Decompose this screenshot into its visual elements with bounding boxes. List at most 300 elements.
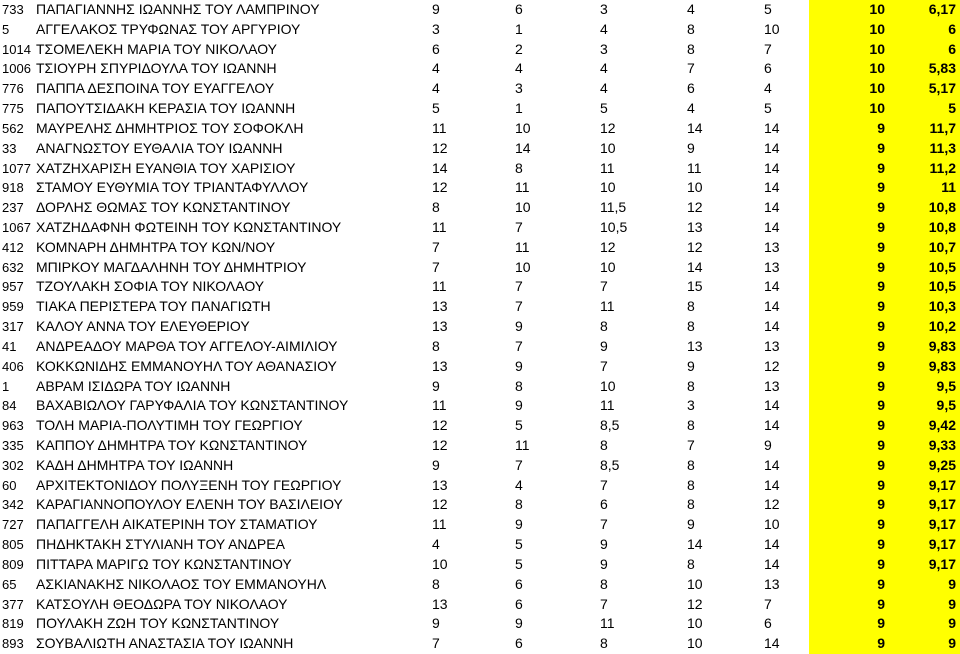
grade-1-cell: 13 bbox=[432, 357, 448, 374]
average-cell: 9,25 bbox=[889, 456, 960, 476]
row-id-cell: 733 bbox=[2, 2, 24, 17]
table-row bbox=[0, 515, 960, 535]
average-cell: 10,7 bbox=[889, 238, 960, 258]
average-cell: 11,7 bbox=[889, 119, 960, 139]
grade-3-cell: 7 bbox=[600, 516, 608, 533]
grade-4-cell: 10 bbox=[687, 615, 703, 632]
name-cell: ΠΑΠΑΓΓΕΛΗ ΑΙΚΑΤΕΡΙΝΗ ΤΟΥ ΣΤΑΜΑΤΙΟΥ bbox=[36, 516, 318, 533]
grade-4-cell: 8 bbox=[687, 456, 695, 473]
grade-3-cell: 7 bbox=[600, 595, 608, 612]
rank-cell: 9 bbox=[809, 377, 889, 397]
row-id-cell: 918 bbox=[2, 180, 24, 196]
grade-3-cell: 3 bbox=[600, 40, 608, 57]
rank-cell: 9 bbox=[809, 238, 889, 258]
table-row bbox=[0, 40, 960, 60]
row-id-cell: 406 bbox=[2, 358, 24, 374]
row-id-cell: 335 bbox=[2, 438, 24, 453]
grade-3-cell: 8 bbox=[600, 318, 608, 335]
grade-2-cell: 7 bbox=[515, 456, 523, 473]
grade-1-cell: 13 bbox=[432, 318, 448, 335]
name-cell: ΑΣΚΙΑΝΑΚΗΣ ΝΙΚΟΛΑΟΣ ΤΟΥ ΕΜΜΑΝΟΥΗΛ bbox=[36, 575, 327, 592]
grade-1-cell: 9 bbox=[432, 1, 440, 17]
row-id-cell: 377 bbox=[2, 596, 24, 612]
grade-4-cell: 8 bbox=[687, 318, 695, 335]
average-cell: 5,17 bbox=[889, 79, 960, 99]
grade-4-cell: 13 bbox=[687, 219, 703, 235]
grade-4-cell: 10 bbox=[687, 635, 703, 652]
grade-3-cell: 11 bbox=[600, 298, 615, 315]
average-cell: 11,2 bbox=[889, 159, 960, 179]
table-row bbox=[0, 555, 960, 575]
grade-2-cell: 10 bbox=[515, 258, 531, 275]
grade-1-cell: 6 bbox=[432, 40, 440, 57]
grade-2-cell: 9 bbox=[515, 318, 523, 335]
grade-2-cell: 5 bbox=[515, 417, 523, 434]
grade-1-cell: 12 bbox=[432, 179, 448, 196]
table-row bbox=[0, 495, 960, 515]
name-cell: ΚΑΡΑΓΙΑΝΝΟΠΟΥΛΟΥ ΕΛΕΝΗ ΤΟΥ ΒΑΣΙΛΕΙΟΥ bbox=[36, 496, 343, 513]
row-id-cell: 632 bbox=[2, 259, 24, 275]
average-cell: 9,17 bbox=[889, 535, 960, 555]
average-cell: 9 bbox=[889, 634, 960, 654]
grade-2-cell: 8 bbox=[515, 496, 523, 513]
rank-cell: 9 bbox=[809, 357, 889, 377]
grade-3-cell: 4 bbox=[600, 60, 608, 77]
grade-2-cell: 6 bbox=[515, 575, 523, 592]
grade-5-cell: 14 bbox=[764, 179, 780, 196]
grade-2-cell: 7 bbox=[515, 219, 523, 235]
grade-2-cell: 9 bbox=[515, 516, 523, 533]
average-cell: 9,5 bbox=[889, 377, 960, 397]
grade-5-cell: 14 bbox=[764, 278, 780, 295]
name-cell: ΑΓΓΕΛΑΚΟΣ ΤΡΥΦΩΝΑΣ ΤΟΥ ΑΡΓΥΡΙΟΥ bbox=[36, 20, 301, 37]
table-row bbox=[0, 198, 960, 218]
grade-4-cell: 8 bbox=[687, 298, 695, 315]
rank-cell: 9 bbox=[809, 416, 889, 436]
table-row bbox=[0, 139, 960, 159]
name-cell: ΚΑΤΣΟΥΛΗ ΘΕΟΔΩΡΑ ΤΟΥ ΝΙΚΟΛΑΟΥ bbox=[36, 595, 288, 612]
average-cell: 6 bbox=[889, 20, 960, 40]
row-id-cell: 41 bbox=[2, 338, 17, 354]
grade-5-cell: 14 bbox=[764, 555, 780, 572]
rank-cell: 9 bbox=[809, 436, 889, 456]
rank-cell: 9 bbox=[809, 595, 889, 615]
grade-2-cell: 9 bbox=[515, 397, 523, 414]
grade-5-cell: 14 bbox=[764, 159, 780, 176]
row-id-cell: 412 bbox=[2, 239, 24, 255]
row-id-cell: 1067 bbox=[2, 220, 31, 235]
grade-5-cell: 14 bbox=[764, 219, 780, 235]
grade-4-cell: 15 bbox=[687, 278, 703, 295]
grade-1-cell: 11 bbox=[432, 119, 447, 136]
grade-2-cell: 5 bbox=[515, 555, 523, 572]
rank-cell: 9 bbox=[809, 258, 889, 278]
table-row bbox=[0, 456, 960, 476]
row-id-cell: 342 bbox=[2, 497, 24, 513]
grade-3-cell: 8,5 bbox=[600, 456, 620, 473]
row-id-cell: 562 bbox=[2, 120, 24, 136]
grade-2-cell: 2 bbox=[515, 40, 523, 57]
grade-5-cell: 14 bbox=[764, 318, 780, 335]
name-cell: ΧΑΤΖΗΧΑΡΙΣΗ ΕΥΑΝΘΙΑ ΤΟΥ ΧΑΡΙΣΙΟΥ bbox=[36, 159, 296, 176]
grade-3-cell: 9 bbox=[600, 337, 608, 354]
grade-3-cell: 12 bbox=[600, 119, 616, 136]
table-row bbox=[0, 317, 960, 337]
grade-4-cell: 12 bbox=[687, 199, 703, 216]
average-cell: 5,83 bbox=[889, 59, 960, 79]
rank-cell: 9 bbox=[809, 575, 889, 595]
name-cell: ΤΣΙΟΥΡΗ ΣΠΥΡΙΔΟΥΛΑ ΤΟΥ ΙΩΑΝΝΗ bbox=[36, 60, 277, 77]
row-id-cell: 893 bbox=[2, 636, 24, 652]
grade-1-cell: 7 bbox=[432, 238, 440, 255]
grade-3-cell: 7 bbox=[600, 278, 608, 295]
average-cell: 9,33 bbox=[889, 436, 960, 456]
table-row bbox=[0, 238, 960, 258]
name-cell: ΣΤΑΜΟΥ ΕΥΘΥΜΙΑ ΤΟΥ ΤΡΙΑΝΤΑΦΥΛΛΟΥ bbox=[36, 179, 309, 196]
grade-2-cell: 8 bbox=[515, 377, 523, 394]
rank-cell: 9 bbox=[809, 297, 889, 317]
average-cell: 9,83 bbox=[889, 357, 960, 377]
name-cell: ΠΙΤΤΑΡΑ ΜΑΡΙΓΩ ΤΟΥ ΚΩΝΣΤΑΝΤΙΝΟΥ bbox=[36, 555, 292, 572]
rank-cell: 9 bbox=[809, 119, 889, 139]
name-cell: ΑΡΧΙΤΕΚΤΟΝΙΔΟΥ ΠΟΛΥΞΕΝΗ ΤΟΥ ΓΕΩΡΓΙΟΥ bbox=[36, 476, 342, 493]
average-cell: 10,3 bbox=[889, 297, 960, 317]
rank-cell: 10 bbox=[809, 40, 889, 60]
row-id-cell: 65 bbox=[2, 576, 17, 592]
rank-cell: 9 bbox=[809, 476, 889, 496]
grade-3-cell: 6 bbox=[600, 496, 608, 513]
table-row bbox=[0, 20, 960, 40]
average-cell: 9,17 bbox=[889, 515, 960, 535]
grade-3-cell: 7 bbox=[600, 357, 608, 374]
row-id-cell: 957 bbox=[2, 279, 24, 295]
average-cell: 9,17 bbox=[889, 495, 960, 515]
row-id-cell: 727 bbox=[2, 517, 24, 533]
table-row bbox=[0, 159, 960, 179]
grade-3-cell: 8 bbox=[600, 635, 608, 652]
name-cell: ΑΒΡΑΜ ΙΣΙΔΩΡΑ ΤΟΥ ΙΩΑΝΝΗ bbox=[36, 377, 231, 394]
grade-1-cell: 12 bbox=[432, 139, 448, 156]
grade-1-cell: 14 bbox=[432, 159, 448, 176]
row-id-cell: 84 bbox=[2, 398, 17, 414]
average-cell: 10,8 bbox=[889, 198, 960, 218]
grade-1-cell: 9 bbox=[432, 377, 440, 394]
grade-5-cell: 6 bbox=[764, 615, 772, 632]
rank-cell: 9 bbox=[809, 535, 889, 555]
name-cell: ΤΖΟΥΛΑΚΗ ΣΟΦΙΑ ΤΟΥ ΝΙΚΟΛΑΟΥ bbox=[36, 278, 265, 295]
rank-cell: 9 bbox=[809, 456, 889, 476]
grade-4-cell: 9 bbox=[687, 139, 695, 156]
rank-cell: 9 bbox=[809, 495, 889, 515]
grade-1-cell: 4 bbox=[432, 60, 440, 77]
name-cell: ΑΝΔΡΕΑΔΟΥ ΜΑΡΘΑ ΤΟΥ ΑΓΓΕΛΟΥ-ΑΙΜΙΛΙΟΥ bbox=[36, 337, 338, 354]
rank-cell: 10 bbox=[809, 99, 889, 119]
row-id-cell: 963 bbox=[2, 418, 24, 434]
name-cell: ΧΑΤΖΗΔΑΦΝΗ ΦΩΤΕΙΝΗ ΤΟΥ ΚΩΝΣΤΑΝΤΙΝΟΥ bbox=[36, 219, 342, 235]
grade-5-cell: 14 bbox=[764, 635, 780, 652]
grade-3-cell: 11 bbox=[600, 397, 615, 414]
table-row bbox=[0, 99, 960, 119]
grade-2-cell: 1 bbox=[515, 100, 523, 117]
grade-5-cell: 13 bbox=[764, 238, 780, 255]
grade-1-cell: 4 bbox=[432, 80, 440, 97]
grade-4-cell: 8 bbox=[687, 555, 695, 572]
grade-5-cell: 14 bbox=[764, 456, 780, 473]
table-row bbox=[0, 436, 960, 456]
table-row bbox=[0, 634, 960, 654]
grade-2-cell: 6 bbox=[515, 1, 523, 17]
grade-3-cell: 8 bbox=[600, 575, 608, 592]
row-id-cell: 959 bbox=[2, 299, 24, 315]
table-row bbox=[0, 377, 960, 397]
grade-2-cell: 4 bbox=[515, 60, 523, 77]
grade-5-cell: 13 bbox=[764, 258, 780, 275]
average-cell: 6 bbox=[889, 40, 960, 60]
name-cell: ΑΝΑΓΝΩΣΤΟΥ ΕΥΘΑΛΙΑ ΤΟΥ ΙΩΑΝΝΗ bbox=[36, 139, 283, 156]
table-row bbox=[0, 595, 960, 615]
row-id-cell: 775 bbox=[2, 101, 24, 117]
grade-2-cell: 6 bbox=[515, 635, 523, 652]
grade-4-cell: 12 bbox=[687, 238, 703, 255]
table-row bbox=[0, 297, 960, 317]
grade-5-cell: 4 bbox=[764, 80, 772, 97]
grade-3-cell: 9 bbox=[600, 555, 608, 572]
rank-cell: 9 bbox=[809, 614, 889, 634]
grade-1-cell: 12 bbox=[432, 496, 448, 513]
average-cell: 9,83 bbox=[889, 337, 960, 357]
grade-5-cell: 10 bbox=[764, 20, 780, 37]
grade-1-cell: 13 bbox=[432, 476, 448, 493]
grade-5-cell: 5 bbox=[764, 1, 772, 17]
grade-2-cell: 6 bbox=[515, 595, 523, 612]
grade-5-cell: 10 bbox=[764, 516, 780, 533]
name-cell: ΣΟΥΒΑΛΙΩΤΗ ΑΝΑΣΤΑΣΙΑ ΤΟΥ ΙΩΑΝΝΗ bbox=[36, 635, 294, 652]
row-id-cell: 805 bbox=[2, 537, 24, 553]
grade-2-cell: 11 bbox=[515, 238, 530, 255]
grade-3-cell: 3 bbox=[600, 1, 608, 17]
name-cell: ΜΠΙΡΚΟΥ ΜΑΓΔΑΛΗΝΗ ΤΟΥ ΔΗΜΗΤΡΙΟΥ bbox=[36, 258, 307, 275]
grade-3-cell: 11,5 bbox=[600, 199, 627, 216]
grade-2-cell: 9 bbox=[515, 357, 523, 374]
table-row bbox=[0, 614, 960, 634]
grade-2-cell: 10 bbox=[515, 199, 531, 216]
grade-3-cell: 10,5 bbox=[600, 219, 628, 235]
grade-2-cell: 14 bbox=[515, 139, 531, 156]
average-cell: 9,5 bbox=[889, 396, 960, 416]
grade-2-cell: 3 bbox=[515, 80, 523, 97]
grade-2-cell: 5 bbox=[515, 536, 523, 553]
grade-2-cell: 10 bbox=[515, 119, 531, 136]
row-id-cell: 809 bbox=[2, 556, 24, 572]
grade-5-cell: 12 bbox=[764, 496, 780, 513]
grade-1-cell: 10 bbox=[432, 555, 448, 572]
rank-cell: 10 bbox=[809, 0, 889, 20]
average-cell: 6,17 bbox=[889, 0, 960, 20]
average-cell: 9 bbox=[889, 614, 960, 634]
name-cell: ΠΗΔΗΚΤΑΚΗ ΣΤΥΛΙΑΝΗ ΤΟΥ ΑΝΔΡΕΑ bbox=[36, 536, 285, 553]
grade-4-cell: 9 bbox=[687, 357, 695, 374]
grade-5-cell: 12 bbox=[764, 357, 780, 374]
average-cell: 9,42 bbox=[889, 416, 960, 436]
grade-4-cell: 8 bbox=[687, 377, 695, 394]
average-cell: 5 bbox=[889, 99, 960, 119]
row-id-cell: 819 bbox=[2, 616, 24, 632]
grade-3-cell: 11 bbox=[600, 159, 615, 176]
name-cell: ΚΑΔΗ ΔΗΜΗΤΡΑ ΤΟΥ ΙΩΑΝΝΗ bbox=[36, 456, 234, 473]
grade-2-cell: 7 bbox=[515, 278, 523, 295]
grade-3-cell: 12 bbox=[600, 238, 616, 255]
rank-cell: 10 bbox=[809, 79, 889, 99]
grade-5-cell: 14 bbox=[764, 397, 780, 414]
rank-cell: 9 bbox=[809, 317, 889, 337]
grade-4-cell: 13 bbox=[687, 337, 703, 354]
grade-1-cell: 12 bbox=[432, 437, 448, 453]
grade-3-cell: 10 bbox=[600, 139, 616, 156]
grade-4-cell: 10 bbox=[687, 179, 703, 196]
row-id-cell: 5 bbox=[2, 21, 10, 37]
grade-3-cell: 8,5 bbox=[600, 417, 620, 434]
grade-4-cell: 14 bbox=[687, 536, 703, 553]
grade-3-cell: 4 bbox=[600, 80, 608, 97]
table-row bbox=[0, 277, 960, 297]
table-row bbox=[0, 0, 960, 20]
grade-2-cell: 4 bbox=[515, 476, 523, 493]
rank-cell: 9 bbox=[809, 198, 889, 218]
grade-1-cell: 12 bbox=[432, 417, 448, 434]
table-row bbox=[0, 59, 960, 79]
name-cell: ΠΑΠΠΑ ΔΕΣΠΟΙΝΑ ΤΟΥ ΕΥΑΓΓΕΛΟΥ bbox=[36, 80, 275, 97]
grade-5-cell: 13 bbox=[764, 575, 780, 592]
name-cell: ΚΑΠΠΟΥ ΔΗΜΗΤΡΑ ΤΟΥ ΚΩΝΣΤΑΝΤΙΝΟΥ bbox=[36, 437, 308, 453]
grade-4-cell: 8 bbox=[687, 496, 695, 513]
grade-5-cell: 7 bbox=[764, 595, 772, 612]
average-cell: 9 bbox=[889, 575, 960, 595]
average-cell: 10,2 bbox=[889, 317, 960, 337]
average-cell: 9 bbox=[889, 595, 960, 615]
grade-3-cell: 11 bbox=[600, 615, 615, 632]
name-cell: ΤΣΟΜΕΛΕΚΗ ΜΑΡΙΑ ΤΟΥ ΝΙΚΟΛΑΟΥ bbox=[36, 40, 277, 57]
rank-cell: 9 bbox=[809, 337, 889, 357]
table-row bbox=[0, 396, 960, 416]
row-id-cell: 302 bbox=[2, 457, 24, 473]
rank-cell: 9 bbox=[809, 515, 889, 535]
name-cell: ΚΟΜΝΑΡΗ ΔΗΜΗΤΡΑ ΤΟΥ ΚΩΝ/ΝΟΥ bbox=[36, 238, 276, 255]
average-cell: 10,8 bbox=[889, 218, 960, 238]
average-cell: 10,5 bbox=[889, 277, 960, 297]
name-cell: ΠΑΠΟΥΤΣΙΔΑΚΗ ΚΕΡΑΣΙΑ ΤΟΥ ΙΩΑΝΝΗ bbox=[36, 100, 296, 117]
row-id-cell: 1 bbox=[2, 378, 10, 394]
grade-2-cell: 9 bbox=[515, 615, 523, 632]
table-row bbox=[0, 357, 960, 377]
row-id-cell: 1006 bbox=[2, 61, 31, 77]
table-row bbox=[0, 476, 960, 496]
table-row bbox=[0, 337, 960, 357]
table-row bbox=[0, 119, 960, 139]
table-row bbox=[0, 218, 960, 238]
grade-1-cell: 11 bbox=[432, 516, 447, 533]
grade-4-cell: 12 bbox=[687, 595, 703, 612]
grade-4-cell: 9 bbox=[687, 516, 695, 533]
grade-5-cell: 14 bbox=[764, 476, 780, 493]
grade-2-cell: 7 bbox=[515, 337, 523, 354]
grade-3-cell: 10 bbox=[600, 258, 616, 275]
grade-4-cell: 8 bbox=[687, 20, 695, 37]
grade-2-cell: 11 bbox=[515, 179, 530, 196]
grade-3-cell: 7 bbox=[600, 476, 608, 493]
grade-1-cell: 9 bbox=[432, 456, 440, 473]
grade-5-cell: 6 bbox=[764, 60, 772, 77]
grade-5-cell: 14 bbox=[764, 139, 780, 156]
table-row bbox=[0, 575, 960, 595]
name-cell: ΒΑΧΑΒΙΩΛΟΥ ΓΑΡΥΦΑΛΙΑ ΤΟΥ ΚΩΝΣΤΑΝΤΙΝΟΥ bbox=[36, 397, 349, 414]
name-cell: ΔΟΡΛΗΣ ΘΩΜΑΣ ΤΟΥ ΚΩΝΣΤΑΝΤΙΝΟΥ bbox=[36, 199, 291, 216]
row-id-cell: 776 bbox=[2, 81, 24, 97]
rank-cell: 9 bbox=[809, 634, 889, 654]
grade-1-cell: 8 bbox=[432, 199, 440, 216]
grade-2-cell: 1 bbox=[515, 20, 523, 37]
grade-4-cell: 8 bbox=[687, 40, 695, 57]
row-id-cell: 237 bbox=[2, 200, 24, 216]
grade-1-cell: 5 bbox=[432, 100, 440, 117]
grade-1-cell: 7 bbox=[432, 258, 440, 275]
grade-4-cell: 11 bbox=[687, 159, 702, 176]
grade-1-cell: 13 bbox=[432, 595, 448, 612]
grade-3-cell: 10 bbox=[600, 377, 616, 394]
name-cell: ΠΑΠΑΓΙΑΝΝΗΣ ΙΩΑΝΝΗΣ ΤΟΥ ΛΑΜΠΡΙΝΟΥ bbox=[36, 1, 320, 17]
table-row bbox=[0, 535, 960, 555]
rank-cell: 9 bbox=[809, 218, 889, 238]
grade-2-cell: 11 bbox=[515, 437, 530, 453]
grade-1-cell: 11 bbox=[432, 397, 447, 414]
average-cell: 11 bbox=[889, 178, 960, 198]
grade-5-cell: 13 bbox=[764, 337, 780, 354]
table-row bbox=[0, 258, 960, 278]
row-id-cell: 1014 bbox=[2, 41, 31, 57]
average-cell: 9,17 bbox=[889, 476, 960, 496]
grade-4-cell: 4 bbox=[687, 100, 695, 117]
grade-5-cell: 7 bbox=[764, 40, 772, 57]
rank-cell: 9 bbox=[809, 159, 889, 179]
row-id-cell: 1077 bbox=[2, 160, 31, 176]
grade-4-cell: 7 bbox=[687, 60, 695, 77]
grade-3-cell: 10 bbox=[600, 179, 616, 196]
grade-1-cell: 7 bbox=[432, 635, 440, 652]
average-cell: 10,5 bbox=[889, 258, 960, 278]
rank-cell: 10 bbox=[809, 20, 889, 40]
grade-5-cell: 13 bbox=[764, 377, 780, 394]
grade-4-cell: 6 bbox=[687, 80, 695, 97]
rank-cell: 9 bbox=[809, 139, 889, 159]
grade-2-cell: 7 bbox=[515, 298, 523, 315]
grade-4-cell: 4 bbox=[687, 1, 695, 17]
grade-3-cell: 9 bbox=[600, 536, 608, 553]
row-id-cell: 33 bbox=[2, 140, 17, 156]
name-cell: ΤΙΑΚΑ ΠΕΡΙΣΤΕΡΑ ΤΟΥ ΠΑΝΑΓΙΩΤΗ bbox=[36, 298, 271, 315]
grade-1-cell: 3 bbox=[432, 20, 440, 37]
grade-1-cell: 4 bbox=[432, 536, 440, 553]
row-id-cell: 60 bbox=[2, 477, 17, 493]
grade-4-cell: 10 bbox=[687, 575, 703, 592]
average-cell: 11,3 bbox=[889, 139, 960, 159]
grade-3-cell: 5 bbox=[600, 100, 608, 117]
rank-cell: 9 bbox=[809, 277, 889, 297]
grade-4-cell: 7 bbox=[687, 437, 695, 453]
row-id-cell: 317 bbox=[2, 319, 24, 335]
grade-5-cell: 5 bbox=[764, 100, 772, 117]
grade-3-cell: 8 bbox=[600, 437, 608, 453]
grade-4-cell: 8 bbox=[687, 417, 695, 434]
grade-4-cell: 3 bbox=[687, 397, 695, 414]
